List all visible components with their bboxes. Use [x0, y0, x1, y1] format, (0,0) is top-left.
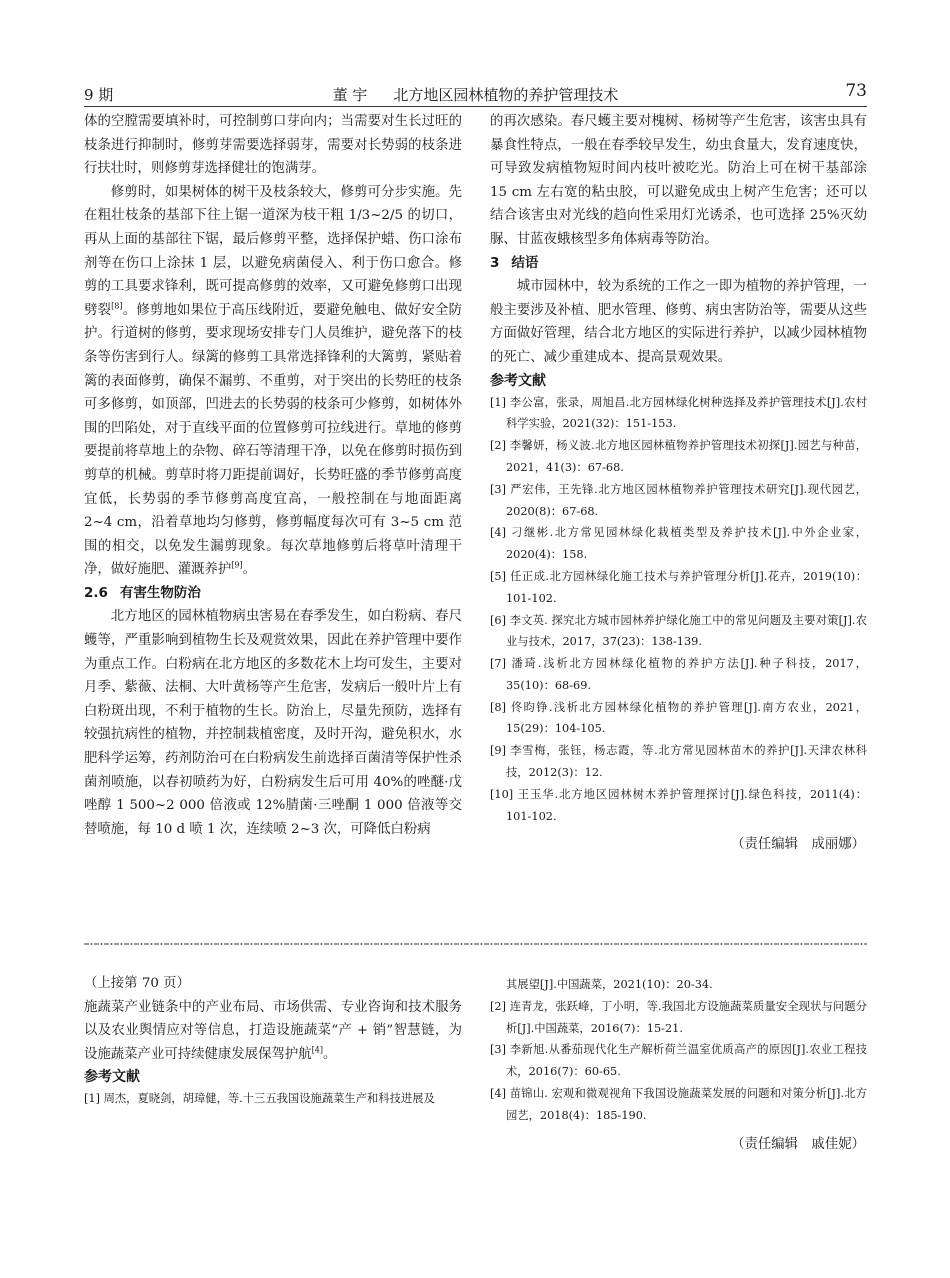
reference-list [490, 392, 867, 828]
pruning-text-a: 修剪时，如果树体的树干及枝条较大，修剪可分步实施。先在粗壮枝条的基部下往上锯一道深为枝干粗 1/3~2/5 的切口，再从上面的基部往下锯，最后修剪平整，选择保护蜡、伤口涂布剂等在伤口上涂抹 1 层，以避免病菌侵入、利于伤口愈合。修剪的工具要求锋利，既可提高修剪的效率，又可避免修剪口出现劈裂 [84, 184, 462, 318]
citation-9: [9] [231, 560, 243, 570]
pruning-text-b: 。修剪地如果位于高压线附近，要避免触电、做好安全防护。行道树的修剪，要求现场安排专门人员维护，避免落下的枝条等伤害到行人。绿篱的修剪工具常选择锋利的大篱剪，紧贴着篱的表面修剪，确保不漏剪、不重剪，对于突出的长势旺的枝条可多修剪，如顶部，凹进去的长势弱的枝条可少修剪，如树体外围的凹陷处，对于直线平面的位置修剪可拉线进行。草地的修剪要提前将草地上的杂物、碎石等清理干净，以免在修剪时损伤到剪草的机械。剪草时将刀距提前调好，长势旺盛的季节修剪高度宜低，长势弱的季节修剪高度宜高，一般控制在与地面距离 2~4 cm，沿着草地均匀修剪，修剪幅度每次可有 3~5 cm 范围的相交，以免发生漏剪现象。每次草地修剪后将草叶清理干净，做好施肥、灌溉养护 [84, 302, 463, 578]
reference-item: [6] 李文英. 探究北方城市园林养护绿化施工中的常见问题及主要对策[J].农业与技术，2017，37(23)：138-139. [490, 613, 867, 649]
continuation-reference-list-right [490, 974, 867, 1127]
reference-item: [3] 严宏伟，王先锋.北方地区园林植物养护管理技术研究[J].现代园艺，2020(8)：67-68. [490, 482, 867, 518]
continuation-paragraph [84, 996, 462, 1067]
reference-item: [7] 潘琦.浅析北方园林绿化植物的养护方法[J].种子科技，2017，35(10)：68-69. [490, 657, 867, 692]
section-title: 结语 [511, 254, 539, 271]
left-paragraph-1: 体的空膛需要填补时，可控制剪口芽向内；当需要对生长过旺的枝条进行抑制时，修剪芽需要选择弱芽，需要对长势弱的枝条进行扶壮时，则修剪芽选择健壮的饱满芽。 [84, 114, 462, 177]
reference-item-continued: 其展望[J].中国蔬菜，2021(10)：20-34. [506, 978, 713, 991]
page-number: 73 [845, 81, 867, 101]
pruning-text-end: 。 [242, 562, 257, 578]
divider-line [84, 940, 867, 948]
reference-item: [2] 连青龙，张跃峰，丁小明，等.我国北方设施蔬菜质量安全现状与问题分析[J].中国蔬菜，2016(7)：15-21. [490, 999, 867, 1035]
reference-item: [8] 佟昀铮.浅析北方园林绿化植物的养护管理[J].南方农业，2021，15(29)：104-105. [490, 700, 867, 736]
reference-item: [9] 李雪梅，张钰，杨志霞，等.北方常见园林苗木的养护[J].天津农林科技，2012(3)：12. [490, 744, 867, 780]
reference-item: [3] 李新旭.从番茄现代化生产解析荷兰温室优质高产的原因[J].农业工程技术，2016(7)：60-65. [490, 1043, 867, 1079]
citation-4: [4] [311, 1045, 323, 1055]
reference-item: [4] 刁继彬.北方常见园林绿化栽植类型及养护技术[J].中外企业家，2020(4)：158. [490, 526, 867, 562]
section-number: 2.6 [84, 584, 108, 601]
header-author: 董 宇 [332, 86, 368, 104]
continuation-left [84, 972, 462, 1110]
reference-item: [2] 李馨妍，杨义波.北方地区园林植物养护管理技术初探[J].园艺与种苗，2021，41(3)：67-68. [490, 439, 867, 474]
running-header [84, 80, 867, 104]
editor-credit: （责任编辑 成丽娜） [731, 837, 865, 853]
section-number: 3 [490, 254, 500, 271]
continuation-right [490, 974, 867, 1152]
continuation-references-heading: 参考文献 [84, 1069, 140, 1086]
citation-8: [8] [111, 301, 123, 311]
left-paragraph-2 [84, 181, 462, 582]
reference-item: [1] 周杰，夏晓剑，胡璋健，等.十三五我国设施蔬菜生产和科技进展及 [84, 1092, 435, 1106]
right-column [490, 110, 867, 857]
left-paragraph-3: 北方地区的园林植物病虫害易在春季发生，如白粉病、春尺蠖等，严重影响到植物生长及观赏效果，因此在养护管理中要作为重点工作。白粉病在北方地区的多数花木上均可发生，主要对月季、紫薇、法桐、大叶黄杨等产生危害，发病后一般叶片上有白粉斑出现，不利于植物的生长。防治上，尽量先预防，选择有较强抗病性的植物，并控制栽植密度，及时开沟，避免积水，水肥科学运筹，药剂防治可在白粉病发生前选择百菌清等保护性杀菌剂喷施，以春初喷药为好，白粉病发生后可用 40%的唑醚·戊唑醇 1 500~2 000 倍液或 12%腈菌·三唑酮 1 000 倍液等交替喷施，每 10 d 喷 1 次，连续喷 2~3 次，可降低白粉病 [84, 609, 462, 837]
section-divider [84, 940, 867, 948]
reference-item: [5] 任正成.北方园林绿化施工技术与养护管理分析[J].花卉，2019(10)：101-102. [490, 569, 867, 605]
header-center [84, 84, 867, 105]
continuation-text: 施蔬菜产业链条中的产业布局、市场供需、专业咨询和技术服务以及农业舆情应对等信息，打造设施蔬菜“产 + 销”智慧链，为设施蔬菜产业可持续健康发展保驾护航 [84, 999, 462, 1062]
left-column [84, 110, 462, 841]
section-3-heading [490, 252, 867, 276]
continuation-reference-list [84, 1088, 462, 1110]
continued-from: （上接第 70 页） [84, 976, 190, 991]
conclusion-paragraph: 城市园林中，较为系统的工作之一即为植物的养护管理，一般主要涉及补植、肥水管理、修剪、病虫害防治等，需要从这些方面做好管理，结合北方地区的实际进行养护，以减少园林植物的死亡、减少重建成本、提高景观效果。 [490, 279, 867, 365]
header-title: 北方地区园林植物的养护管理技术 [393, 86, 619, 104]
issue-label: 9 期 [84, 86, 114, 104]
right-paragraph-1: 的再次感染。春尺蠖主要对槐树、杨树等产生危害，该害虫具有暴食性特点，一般在春季较早发生，幼虫食量大，发育速度快，可导致发病植物短时间内枝叶被吃光。防治上可在树干基部涂 15 cm 左右宽的粘虫胶，可以避免成虫上树产生危害；还可以结合该害虫对光线的趋向性采用灯光诱杀，也可选择 25%灭幼脲、甘蓝夜蛾核型多角体病毒等防治。 [490, 114, 867, 247]
reference-item: [10] 王玉华.北方地区园林树木养护管理探讨[J].绿色科技，2011(4)：101-102. [490, 787, 867, 823]
reference-item: [4] 苗锦山. 宏观和微观视角下我国设施蔬菜发展的问题和对策分析[J].北方园艺，2018(4)：185-190. [490, 1086, 867, 1122]
references-heading: 参考文献 [490, 372, 546, 389]
section-title: 有害生物防治 [119, 584, 201, 601]
header-rule [84, 106, 867, 107]
editor-credit: （责任编辑 戚佳妮） [731, 1136, 865, 1152]
continuation-end: 。 [322, 1046, 337, 1062]
reference-item: [1] 李公富，张录，周旭昌.北方园林绿化树种选择及养护管理技术[J].农村科学实验，2021(32)：151-153. [490, 395, 867, 431]
section-2-6-heading [84, 582, 462, 606]
